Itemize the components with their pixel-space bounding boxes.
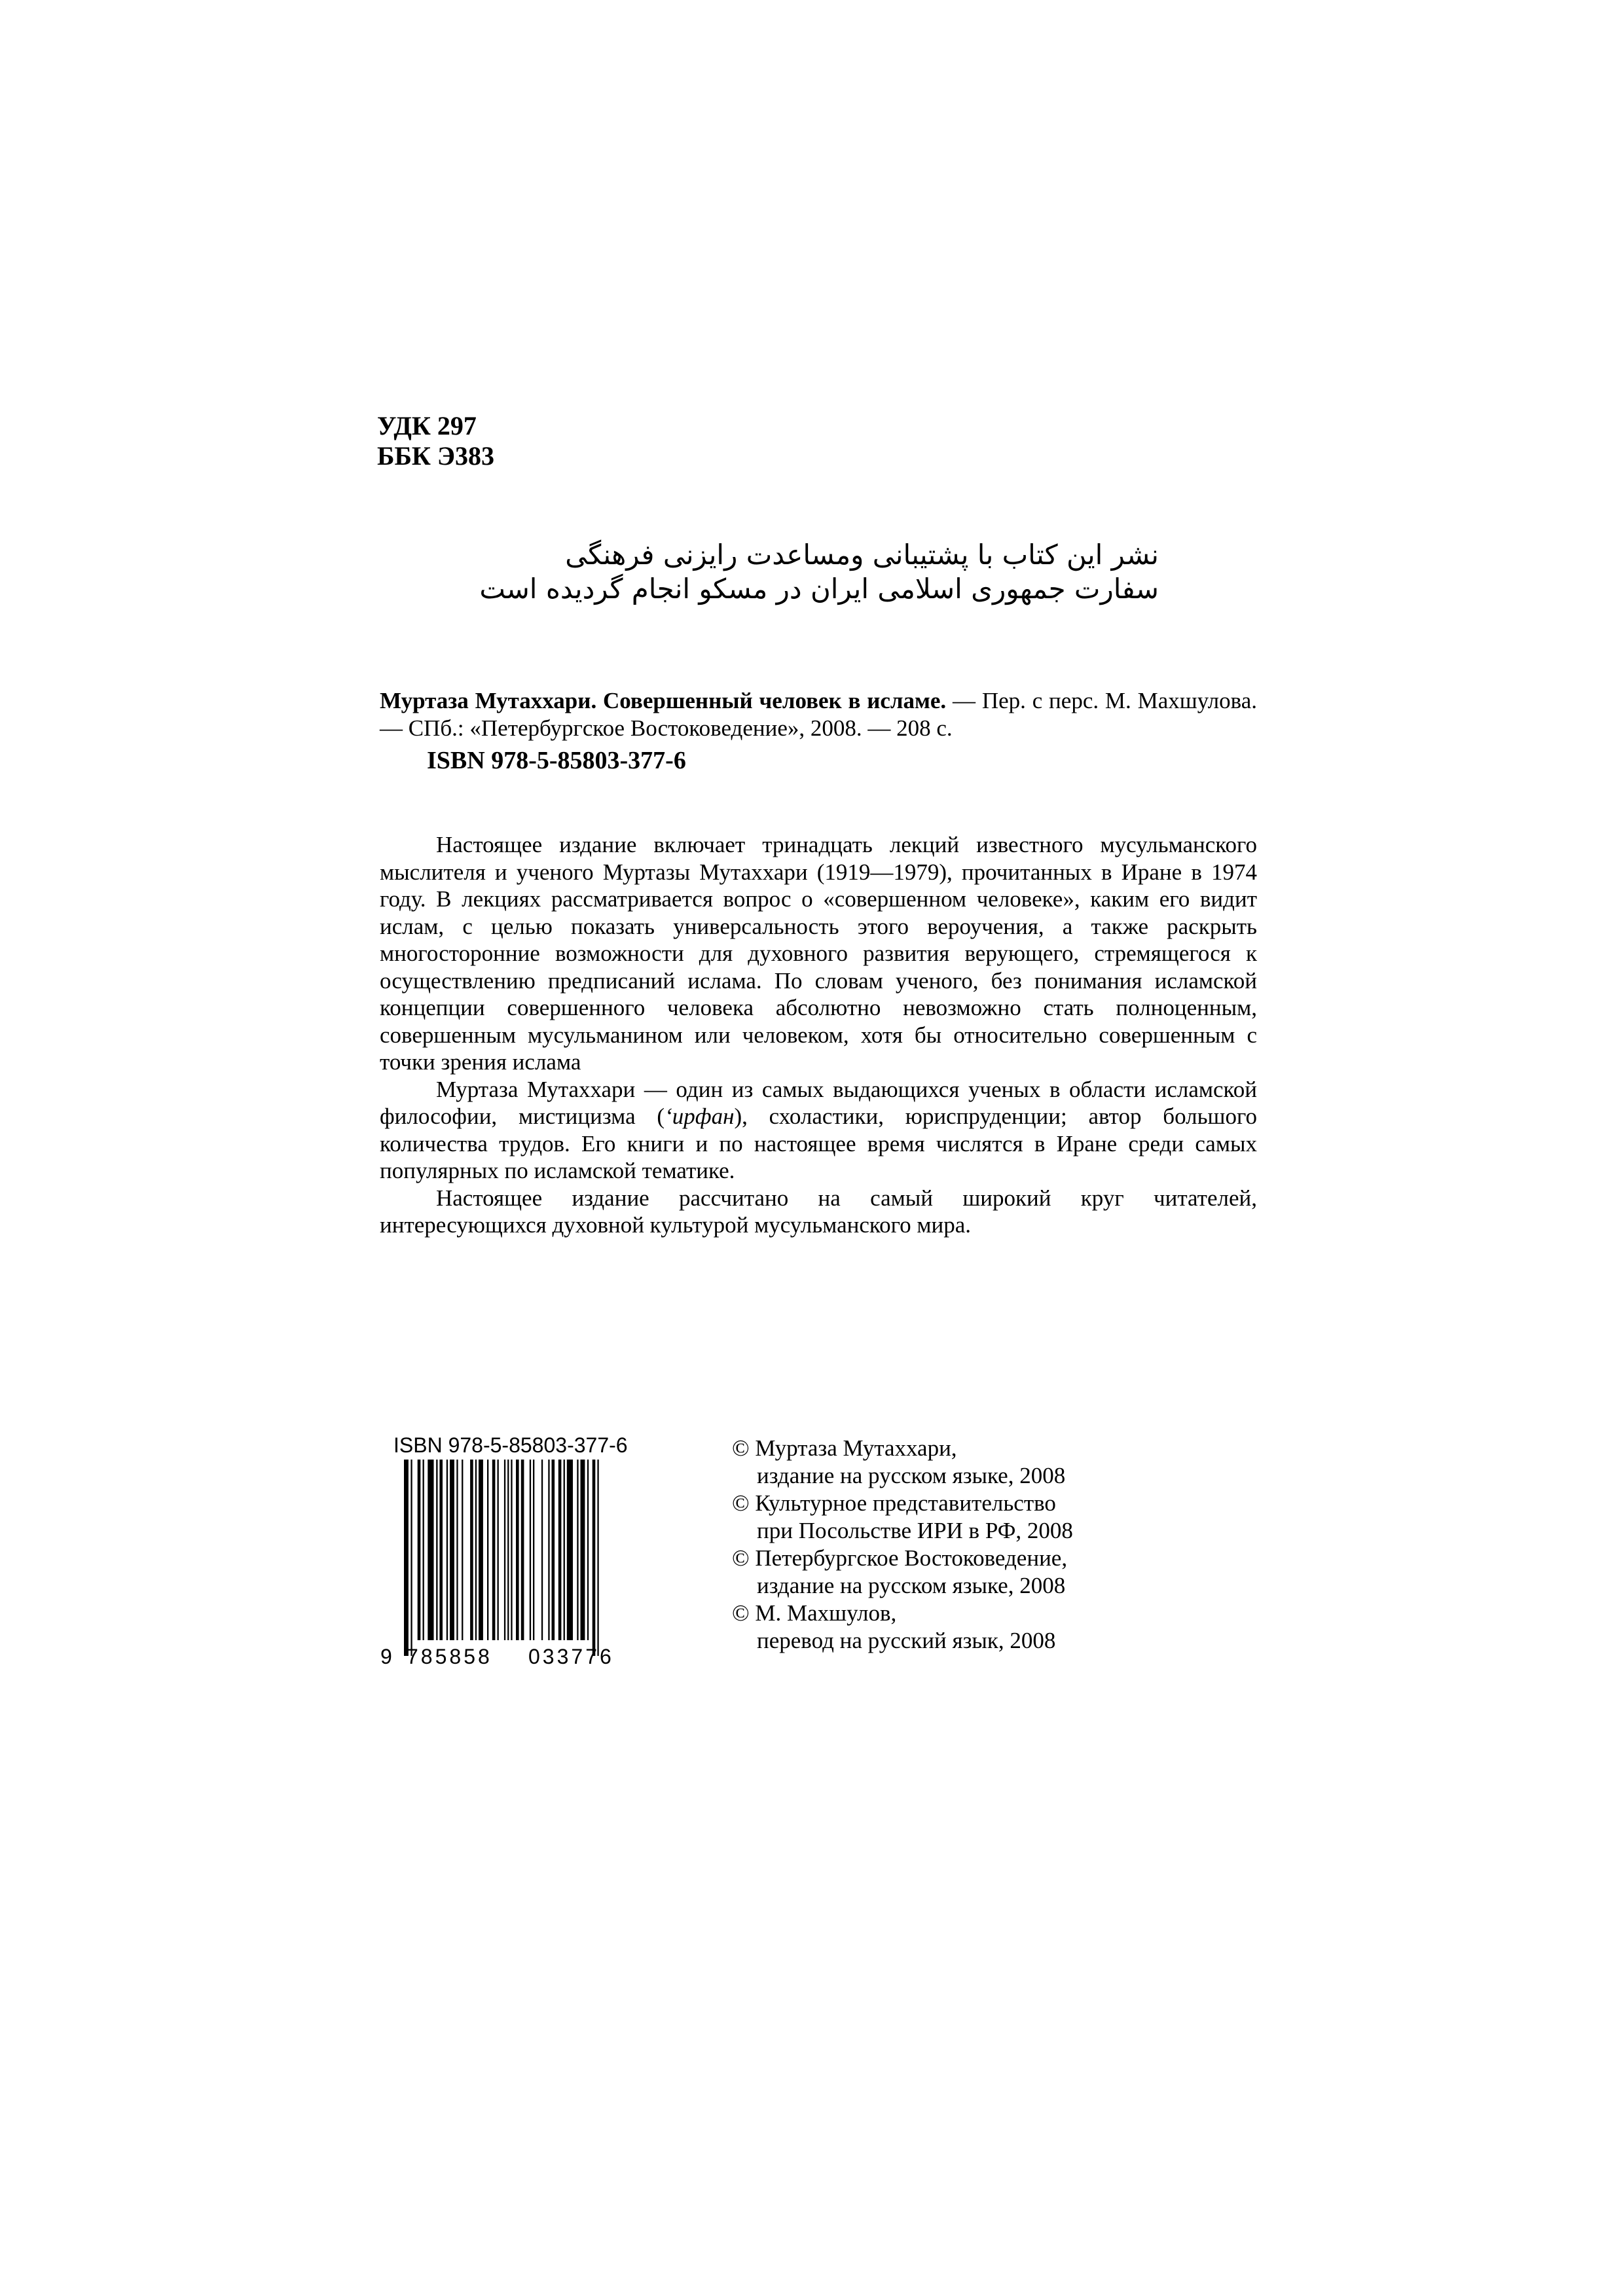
barcode-bar [558, 1460, 562, 1640]
barcode-bar [504, 1460, 505, 1640]
barcode-digits-right: 033776 [528, 1645, 614, 1668]
persian-note-line-1: نشر این کتاب با پشتیبانی ومساعدت رایزنی فرهنگی [565, 539, 1159, 571]
abstract-paragraph-1: Настоящее издание включает тринадцать лекций известного мусульманского мыслителя и ученого Муртазы Мутаххари (1919—1979), прочитанных в Иране в 1974 году. В лекциях рассматривается вопрос о «совершенном человеке», каким его видит ислам, с целью показать универсальность этого вероучения, а также раскрыть многосторонние возможности для духовного развития верующего, стремящегося к осуществлению предписаний ислама. По словам ученого, без понимания исламской концепции совершенного человека абсолютно невозможно стать полноценным, совершенным мусульманином или человеком, хотя бы относительно совершенным с точки зрения ислама [380, 832, 1257, 1075]
barcode-digit-first: 9 [380, 1645, 392, 1668]
author-title: Муртаза Мутаххари. Совершенный человек в исламе. [380, 688, 947, 713]
abstract-paragraph-2 [380, 1076, 1257, 1185]
copyright-notices [732, 1435, 1073, 1655]
barcode-bar [492, 1460, 496, 1640]
barcode-bar [516, 1460, 519, 1640]
copyright-line-continuation: издание на русском языке, 2008 [757, 1573, 1066, 1598]
barcode-bar [498, 1460, 499, 1640]
barcode-bar [567, 1460, 573, 1640]
barcode-bar [410, 1460, 412, 1656]
bibliographic-record [380, 687, 1257, 742]
barcode-isbn-text: ISBN 978-5-85803-377-6 [393, 1433, 628, 1457]
barcode-block [375, 1433, 663, 1668]
barcode-bar [533, 1460, 534, 1640]
abstract-paragraph-3: Настоящее издание рассчитано на самый широкий круг читателей, интересующихся духовной культурой мусульманского мира. [380, 1185, 1257, 1238]
abstract [380, 831, 1257, 1239]
barcode-bar [470, 1460, 473, 1640]
barcode-bar [548, 1460, 549, 1640]
copyright-line-continuation: издание на русском языке, 2008 [757, 1463, 1066, 1488]
barcode-bar [564, 1460, 565, 1640]
classification-codes [377, 411, 494, 471]
barcode-bar [511, 1460, 512, 1640]
barcode-bar [587, 1460, 589, 1640]
persian-note-line-2: سفارت جمهوری اسلامی ایران در مسکو انجام گردیده است [479, 573, 1159, 605]
persian-note [406, 538, 1159, 606]
barcode-bar [541, 1460, 543, 1640]
barcode-bar [593, 1460, 596, 1656]
isbn-line: ISBN 978-5-85803-377-6 [427, 747, 686, 774]
barcode-bar [404, 1460, 409, 1656]
barcode-bar [475, 1460, 477, 1640]
barcode-bars [404, 1460, 599, 1656]
barcode-bar [530, 1460, 531, 1640]
barcode-bar [439, 1460, 443, 1640]
barcode-bar [581, 1460, 585, 1640]
copyright-line: © Муртаза Мутаххари, [732, 1435, 957, 1461]
barcode-bar [552, 1460, 555, 1640]
barcode-image [375, 1460, 663, 1668]
barcode-bar [487, 1460, 488, 1640]
copyright-line-continuation: при Посольстве ИРИ в РФ, 2008 [757, 1518, 1073, 1543]
copyright-line: © Петербургское Востоковедение, [732, 1545, 1068, 1571]
copyright-line-continuation: перевод на русский язык, 2008 [757, 1628, 1056, 1653]
copyright-line: © М. Махшулов, [732, 1600, 897, 1626]
publication-details: — Пер. с перс. М. Махшулова. — СПб.: «Петербургское Востоковедение», 2008. — 208 с. [380, 688, 1257, 741]
barcode-bar [418, 1460, 421, 1640]
barcode-bar [462, 1460, 463, 1640]
barcode-bar [428, 1460, 433, 1640]
udk-code: УДК 297 [377, 411, 477, 440]
abstract-p2-italic: ʻирфан [665, 1103, 735, 1129]
barcode-bar [450, 1460, 454, 1640]
barcode-bar [577, 1460, 578, 1640]
bbk-code: ББК Э383 [377, 441, 495, 471]
barcode-bar [423, 1460, 424, 1640]
abstract-p2-before: Муртаза Мутаххари — один из самых выдающихся ученых в области исламской философии, мистицизма ( [380, 1076, 1257, 1129]
barcode-bar [479, 1460, 483, 1640]
barcode-digits-left: 785858 [407, 1645, 492, 1668]
barcode-bar [597, 1460, 598, 1656]
barcode-bar [456, 1460, 458, 1640]
copyright-line: © Культурное представительство [732, 1490, 1056, 1516]
abstract-p2-after: ), схоластики, юриспруденции; автор большого количества трудов. Его книги и по настоящее время числятся в Иране среди самых популярных по исламской тематике. [380, 1103, 1257, 1183]
barcode-bar [447, 1460, 448, 1640]
barcode-bar [436, 1460, 437, 1640]
barcode-bar [521, 1460, 524, 1640]
barcode-bar [507, 1460, 509, 1640]
